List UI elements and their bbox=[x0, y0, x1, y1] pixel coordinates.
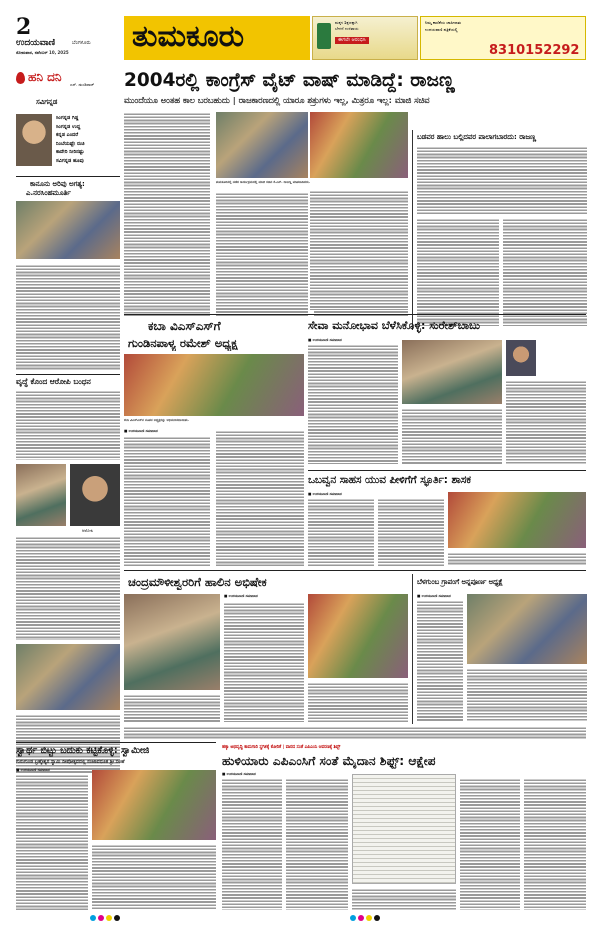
ad-2-phone: 8310152292 bbox=[489, 43, 580, 58]
story-3-headline: ಒಬವ್ವನ ಸಾಹಸ ಯುವ ಪೀಳಿಗೆಗೆ ಸ್ಫೂರ್ತಿ: ಶಾಸಕ bbox=[308, 474, 471, 486]
story-3 bbox=[308, 470, 586, 568]
registration-dot-icon bbox=[374, 915, 380, 921]
poem-line: ಕಾವೇರಿ ನೀರಿನಷ್ಟು bbox=[56, 149, 85, 155]
story-1 bbox=[124, 318, 304, 568]
poem-line: ನಿಂಬೆಯಷ್ಟೇ ರುಚಿ bbox=[56, 140, 85, 147]
lead-mid-text bbox=[310, 190, 408, 310]
registration-dot-icon bbox=[366, 915, 372, 921]
right-headline: ಬಡವರ ಹಾಲು ಬಲ್ಲಿದವರ ಪಾಲಾಗಬಾರದು: ರಾಜಣ್ಣ bbox=[417, 133, 537, 141]
poem-title: ಸವಿಗನ್ನಡ bbox=[36, 98, 58, 106]
left-body-text bbox=[16, 264, 120, 370]
right-text-2 bbox=[417, 218, 499, 326]
divider bbox=[124, 570, 586, 571]
story-6 bbox=[16, 742, 216, 912]
registration-marks bbox=[90, 914, 510, 922]
person-label: ಆರೋಪಿ bbox=[82, 528, 94, 533]
ad-2-line-1: ನಿಮ್ಮ ಕಾಣಿಕೆಯ ಜಾಹೀರಾತು bbox=[425, 20, 462, 25]
registration-dot-icon bbox=[106, 915, 112, 921]
story-2-col-2 bbox=[402, 408, 502, 464]
story2-text-2 bbox=[16, 536, 120, 640]
story-6-subhead: ಗುರುಗುಂಡ ಬ್ರಹ್ಮೇಶ್ವರ ಸ್ವಾಮಿ ದೀಪೋತ್ಸವದಲ್ಲಿ ನಂಜಾವಧೂತ ಶ್ರೀ ಸಲಹೆ bbox=[16, 760, 125, 765]
story-1-headline: ಕಬಾ ವಿಎಸ್ಎಸ್‌ಗೆ bbox=[148, 319, 221, 333]
story-5 bbox=[412, 574, 586, 724]
right-text-3 bbox=[503, 218, 587, 326]
divider bbox=[308, 470, 586, 471]
poem-line: ಸಿಂಗನ್ನಡ ಉದ್ದ bbox=[56, 123, 81, 130]
story-2-headline: ಸೇವಾ ಮನೋಭಾವ ಬೆಳೆಸಿಕೊಳ್ಳಿ: ಸುರೇಶ್‌ಬಾಬು bbox=[308, 319, 480, 332]
story-3-byline: ■ ಉದಯವಾಣಿ ಸಮಾಚಾರ bbox=[308, 492, 342, 496]
brand-author: ಎಸ್. ಡುಂಡಿರಾಜ್ bbox=[70, 82, 95, 87]
lead-photo-2 bbox=[310, 112, 408, 178]
story-4-col-2 bbox=[308, 682, 408, 722]
story-6-col-2 bbox=[92, 844, 216, 910]
ad-1-line-1: ಮಕ್ಕಳ ಶಿಕ್ಷಣಕ್ಕಾಗಿ bbox=[335, 20, 358, 25]
divider bbox=[16, 374, 120, 375]
masthead-ad-2 bbox=[420, 16, 586, 60]
lead-caption: ತುಮಕೂರಿನಲ್ಲಿ ನಡೆದ ಕಾರ್ಯಕ್ರಮದಲ್ಲಿ ಮಾಜಿ ಸಚಿವ ಕೆ.ಎನ್. ರಾಜಣ್ಣ ಮಾತನಾಡಿದರು. bbox=[216, 180, 311, 184]
story-2-col-3 bbox=[506, 380, 586, 464]
story-4-headline: ಚಂದ್ರಮೌಳೀಶ್ವರರಿಗೆ ಹಾಲಿನ ಅಭಿಷೇಕ bbox=[128, 575, 267, 589]
story-6-headline: ಸ್ವಾರ್ಥ ಬಿಟ್ಟು ಬದುಕು ಕಟ್ಟಿಕೊಳ್ಳಿ: ಸ್ವಾಮೀಜಿ bbox=[16, 745, 150, 756]
divider bbox=[16, 742, 216, 743]
story-1-col-2 bbox=[216, 430, 304, 566]
middle-filler-text bbox=[124, 726, 586, 740]
ad-1-line-2: ಬೇಗನೆ ಉಳಿತಾಯ bbox=[335, 26, 359, 31]
story-3-col-2 bbox=[378, 498, 444, 566]
story-7-col-1 bbox=[222, 778, 282, 910]
story-1-headline-2: ಗುಂಡಿನಪಾಳ್ಯ ರಮೇಶ್ ಅಧ್ಯಕ್ಷ bbox=[128, 336, 238, 350]
story-2-col-1 bbox=[308, 344, 398, 464]
lead-col-1 bbox=[124, 112, 210, 316]
page-number: 2 bbox=[16, 14, 32, 40]
obit-photo bbox=[16, 201, 120, 259]
story-1-caption: ಕಬಾ ವಿಎಸ್ಎಸ್‌ನ ನೂತನ ಅಧ್ಯಕ್ಷರನ್ನು ಅಭಿನಂದಿಸಲಾಯಿತು. bbox=[124, 418, 189, 422]
paper-name: ಉದಯವಾಣಿ bbox=[16, 38, 56, 48]
story-5-headline: ಬೆಳಗುಂಬ ಗ್ರಾಪಂಗೆ ಅನ್ನಪೂರ್ಣ ಅಧ್ಯಕ್ಷೆ bbox=[417, 578, 503, 586]
poem-lines bbox=[56, 114, 120, 170]
divider bbox=[16, 176, 120, 177]
story-3-col-3 bbox=[448, 552, 586, 566]
ad-1-tag: ಈಗಲೇ ಆರಂಭಿಸಿ bbox=[335, 37, 369, 44]
story-3-col-1 bbox=[308, 498, 374, 566]
story-1-col-1 bbox=[124, 436, 210, 566]
poem-line: ಸಿಂಗನ್ನಡ ಗಿಡ್ಡ bbox=[56, 115, 79, 121]
divider bbox=[124, 314, 586, 315]
story-5-byline: ■ ಉದಯವಾಣಿ ಸಮಾಚಾರ bbox=[417, 594, 451, 598]
story-5-col-1 bbox=[417, 600, 463, 722]
ad-2-line-2: ಉದಯವಾಣಿ ಪತ್ರಿಕೆಯಲ್ಲಿ bbox=[425, 27, 458, 32]
story-1-byline: ■ ಉದಯವಾಣಿ ಸಮಾಚಾರ bbox=[124, 429, 158, 433]
story-7-document-photo bbox=[352, 774, 456, 884]
story-2 bbox=[308, 318, 586, 468]
issue-date: ಸೋಮವಾರ, ನವೆಂಬರ್ 10, 2025 bbox=[16, 50, 69, 55]
story-7-kicker: ಹಕ್ಕಾ ಅಭಿವೃದ್ಧಿ ಕಾಮಗಾರಿ ಸ್ಥಗಿತಕ್ಕೆ ಕೋರಿಕೆ | ವಾರದ ಸಂತೆ ಎಪಿಎಂಸಿ ಆವರಣಕ್ಕೆ ಶಿಫ್ಟ್ bbox=[222, 745, 341, 750]
story-5-photo bbox=[467, 594, 587, 664]
registration-dot-icon bbox=[90, 915, 96, 921]
registration-dot-icon bbox=[114, 915, 120, 921]
story-7-col-4 bbox=[460, 778, 520, 910]
brand-title: ಹನಿ ದನಿ bbox=[28, 70, 62, 84]
story-7-col-3 bbox=[352, 888, 456, 910]
story2-headline: ವೃದ್ಧೆ ಕೊಂದ ಆರೋಪಿ ಬಂಧನ bbox=[16, 377, 91, 386]
poem-line: ಕನ್ನಡ ಎಂದರೆ bbox=[56, 132, 79, 138]
story-6-col-1 bbox=[16, 774, 88, 910]
story-6-photo bbox=[92, 770, 216, 840]
masthead-ad-1 bbox=[312, 16, 418, 60]
story-4-photo-1 bbox=[124, 594, 220, 690]
drop-icon bbox=[16, 72, 25, 84]
story2-text bbox=[16, 390, 120, 460]
lead-photo-1 bbox=[216, 112, 308, 178]
brand-block bbox=[16, 68, 120, 90]
poem-line: ಸವಿಗನ್ನಡ ಹೂವು bbox=[56, 157, 84, 164]
story2-photo-1 bbox=[16, 464, 66, 526]
story-4-col-3 bbox=[124, 694, 220, 722]
story2-photo-2 bbox=[70, 464, 120, 526]
story-7-col-2 bbox=[286, 778, 348, 910]
lead-headline: 2004ರಲ್ಲಿ ಕಾಂಗ್ರೆಸ್ ವೈಟ್ ವಾಷ್ ಮಾಡಿದ್ದೆ: ರಾಜಣ್ಣ bbox=[124, 70, 455, 91]
story-4-col-1 bbox=[224, 602, 304, 722]
story-7-headline: ಹುಳಿಯಾರು ಎಪಿಎಂಸಿಗೆ ಸಂತೆ ಮೈದಾನ ಶಿಫ್ಟ್: ಆಕ್ಷೇಪ bbox=[222, 754, 436, 768]
story-1-photo bbox=[124, 354, 304, 416]
registration-dot-icon bbox=[350, 915, 356, 921]
lead-col-2 bbox=[216, 192, 308, 316]
story-2-byline: ■ ಉದಯವಾಣಿ ಸಮಾಚಾರ bbox=[308, 338, 342, 342]
poem-portrait bbox=[16, 114, 52, 166]
story-4 bbox=[124, 574, 408, 724]
masthead bbox=[0, 0, 600, 66]
right-column bbox=[412, 130, 586, 330]
story-7 bbox=[222, 742, 586, 912]
story-5-col-2 bbox=[467, 668, 587, 722]
registration-dot-icon bbox=[98, 915, 104, 921]
ad-1-phone-icon bbox=[317, 23, 331, 49]
story-2-portrait bbox=[506, 340, 536, 376]
left-photo-3 bbox=[16, 644, 120, 710]
story-6-byline: ■ ಉದಯವಾಣಿ ಸಮಾಚಾರ bbox=[16, 768, 50, 772]
right-text-1 bbox=[417, 146, 587, 214]
story-7-byline: ■ ಉದಯವಾಣಿ ಸಮಾಚಾರ bbox=[222, 772, 256, 776]
obit-title: ಕಾನೂನು ಅರಿವು ಅಗತ್ಯ: bbox=[30, 180, 85, 188]
registration-dot-icon bbox=[358, 915, 364, 921]
obit-name: ಎ.ನರಸಿಂಹಮೂರ್ತಿ bbox=[26, 189, 71, 197]
lead-subhead: ಮುಂದೆಯೂ ಅಂತಹ ಕಾಲ ಬರಬಹುದು | ರಾಜಕಾರಣದಲ್ಲಿ ಯಾರೂ ಶತ್ರುಗಳು ಇಲ್ಲ, ಮಿತ್ರರೂ ಇಲ್ಲ: ಮಾಜಿ ಸಚಿವ bbox=[124, 95, 430, 105]
story-3-photo bbox=[448, 492, 586, 548]
story-4-photo-2 bbox=[308, 594, 408, 678]
city-title: ತುಮಕೂರು bbox=[132, 19, 245, 54]
story-4-byline: ■ ಉದಯವಾಣಿ ಸಮಾಚಾರ bbox=[224, 594, 258, 598]
story-2-photo bbox=[402, 340, 502, 404]
story-7-col-5 bbox=[524, 778, 586, 910]
edition: ಬೆಂಗಳೂರು bbox=[72, 40, 91, 46]
